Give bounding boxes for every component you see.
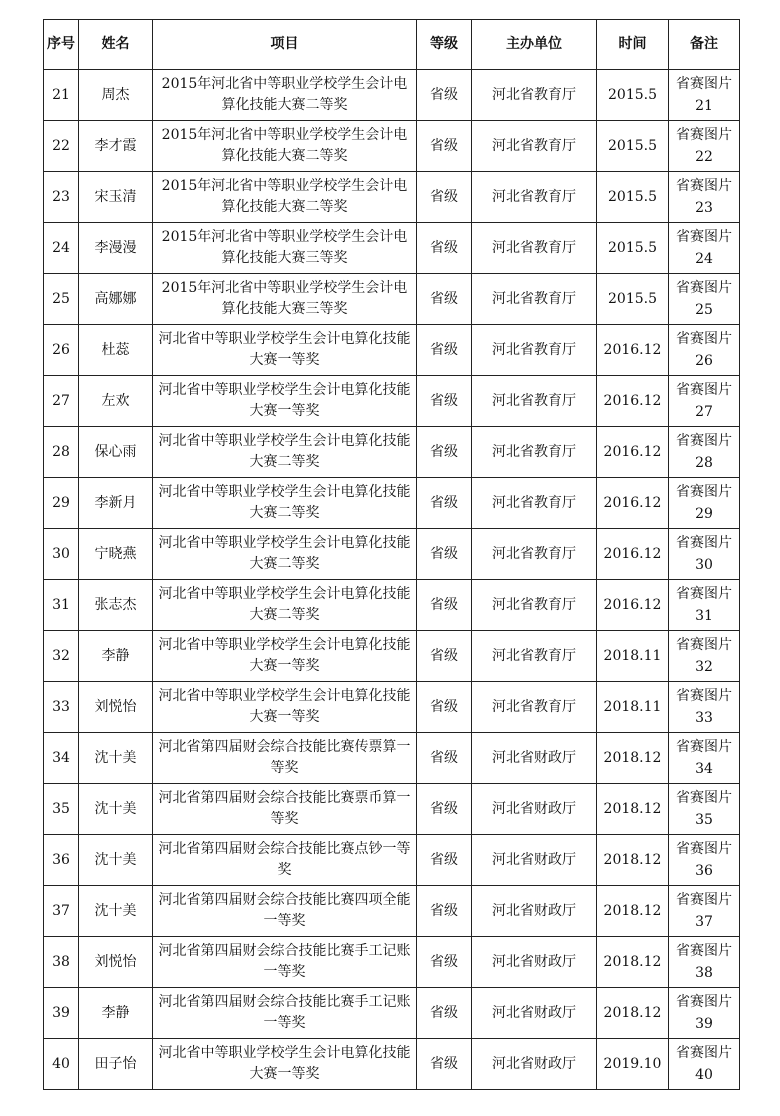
cell-organizer: 河北省财政厅: [472, 1039, 597, 1090]
cell-organizer: 河北省财政厅: [472, 784, 597, 835]
cell-seq: 30: [44, 529, 79, 580]
table-row: [44, 937, 740, 988]
cell-name: 沈十美: [79, 784, 153, 835]
cell-name: 李静: [79, 631, 153, 682]
header-seq: 序号: [44, 20, 79, 70]
cell-project: 2015年河北省中等职业学校学生会计电算化技能大赛二等奖: [153, 121, 417, 172]
table-row: [44, 325, 740, 376]
cell-remark: 省赛图片 38: [669, 937, 740, 988]
cell-seq: 36: [44, 835, 79, 886]
table-row: [44, 172, 740, 223]
cell-remark: 省赛图片 31: [669, 580, 740, 631]
cell-project: 2015年河北省中等职业学校学生会计电算化技能大赛二等奖: [153, 70, 417, 121]
cell-name: 宁晓燕: [79, 529, 153, 580]
header-level: 等级: [417, 20, 472, 70]
cell-seq: 25: [44, 274, 79, 325]
cell-project: 河北省第四届财会综合技能比赛四项全能一等奖: [153, 886, 417, 937]
table-row: [44, 376, 740, 427]
cell-seq: 38: [44, 937, 79, 988]
table-row: [44, 835, 740, 886]
cell-time: 2019.10: [597, 1039, 669, 1090]
cell-seq: 26: [44, 325, 79, 376]
cell-level: 省级: [417, 478, 472, 529]
cell-level: 省级: [417, 835, 472, 886]
table-row: [44, 223, 740, 274]
cell-time: 2015.5: [597, 274, 669, 325]
cell-level: 省级: [417, 580, 472, 631]
cell-remark: 省赛图片 29: [669, 478, 740, 529]
cell-project: 河北省中等职业学校学生会计电算化技能大赛一等奖: [153, 682, 417, 733]
cell-seq: 37: [44, 886, 79, 937]
cell-level: 省级: [417, 1039, 472, 1090]
cell-remark: 省赛图片 22: [669, 121, 740, 172]
cell-name: 李静: [79, 988, 153, 1039]
cell-name: 刘悦怡: [79, 682, 153, 733]
cell-organizer: 河北省教育厅: [472, 529, 597, 580]
cell-remark: 省赛图片 37: [669, 886, 740, 937]
header-project: 项目: [153, 20, 417, 70]
cell-remark: 省赛图片 33: [669, 682, 740, 733]
table-row: [44, 988, 740, 1039]
cell-remark: 省赛图片 30: [669, 529, 740, 580]
cell-remark: 省赛图片 27: [669, 376, 740, 427]
cell-name: 保心雨: [79, 427, 153, 478]
cell-remark: 省赛图片 25: [669, 274, 740, 325]
cell-name: 杜蕊: [79, 325, 153, 376]
cell-organizer: 河北省教育厅: [472, 274, 597, 325]
cell-seq: 27: [44, 376, 79, 427]
cell-project: 河北省中等职业学校学生会计电算化技能大赛二等奖: [153, 580, 417, 631]
cell-seq: 23: [44, 172, 79, 223]
cell-organizer: 河北省教育厅: [472, 376, 597, 427]
cell-project: 河北省第四届财会综合技能比赛点钞一等奖: [153, 835, 417, 886]
cell-time: 2016.12: [597, 376, 669, 427]
table-row: [44, 1039, 740, 1090]
cell-remark: 省赛图片 21: [669, 70, 740, 121]
table-row: [44, 580, 740, 631]
cell-project: 河北省第四届财会综合技能比赛票币算一等奖: [153, 784, 417, 835]
cell-level: 省级: [417, 988, 472, 1039]
cell-organizer: 河北省教育厅: [472, 580, 597, 631]
cell-name: 沈十美: [79, 886, 153, 937]
cell-name: 高娜娜: [79, 274, 153, 325]
table-row: [44, 70, 740, 121]
cell-name: 宋玉清: [79, 172, 153, 223]
cell-project: 2015年河北省中等职业学校学生会计电算化技能大赛二等奖: [153, 172, 417, 223]
cell-remark: 省赛图片 40: [669, 1039, 740, 1090]
cell-name: 周杰: [79, 70, 153, 121]
table-row: [44, 682, 740, 733]
cell-seq: 21: [44, 70, 79, 121]
cell-level: 省级: [417, 223, 472, 274]
header-remark: 备注: [669, 20, 740, 70]
table-row: [44, 631, 740, 682]
cell-time: 2018.12: [597, 886, 669, 937]
cell-name: 沈十美: [79, 733, 153, 784]
cell-level: 省级: [417, 376, 472, 427]
cell-name: 李才霞: [79, 121, 153, 172]
cell-seq: 22: [44, 121, 79, 172]
cell-level: 省级: [417, 172, 472, 223]
cell-level: 省级: [417, 529, 472, 580]
cell-level: 省级: [417, 733, 472, 784]
cell-name: 张志杰: [79, 580, 153, 631]
table-row: [44, 886, 740, 937]
cell-project: 2015年河北省中等职业学校学生会计电算化技能大赛三等奖: [153, 223, 417, 274]
cell-organizer: 河北省教育厅: [472, 682, 597, 733]
cell-name: 田子怡: [79, 1039, 153, 1090]
awards-table: [43, 19, 740, 1090]
cell-project: 2015年河北省中等职业学校学生会计电算化技能大赛三等奖: [153, 274, 417, 325]
cell-project: 河北省中等职业学校学生会计电算化技能大赛一等奖: [153, 1039, 417, 1090]
header-time: 时间: [597, 20, 669, 70]
cell-level: 省级: [417, 631, 472, 682]
cell-name: 李漫漫: [79, 223, 153, 274]
cell-remark: 省赛图片 34: [669, 733, 740, 784]
cell-organizer: 河北省教育厅: [472, 223, 597, 274]
cell-organizer: 河北省财政厅: [472, 937, 597, 988]
cell-time: 2016.12: [597, 529, 669, 580]
cell-remark: 省赛图片 32: [669, 631, 740, 682]
cell-organizer: 河北省教育厅: [472, 121, 597, 172]
cell-level: 省级: [417, 274, 472, 325]
cell-project: 河北省中等职业学校学生会计电算化技能大赛一等奖: [153, 376, 417, 427]
cell-seq: 24: [44, 223, 79, 274]
cell-name: 刘悦怡: [79, 937, 153, 988]
cell-time: 2018.12: [597, 733, 669, 784]
table-row: [44, 121, 740, 172]
cell-time: 2016.12: [597, 580, 669, 631]
cell-project: 河北省第四届财会综合技能比赛传票算一等奖: [153, 733, 417, 784]
cell-time: 2015.5: [597, 121, 669, 172]
cell-time: 2016.12: [597, 427, 669, 478]
header-row: [44, 20, 740, 70]
cell-time: 2018.12: [597, 784, 669, 835]
cell-level: 省级: [417, 937, 472, 988]
cell-time: 2018.12: [597, 988, 669, 1039]
cell-level: 省级: [417, 70, 472, 121]
cell-time: 2015.5: [597, 223, 669, 274]
cell-seq: 34: [44, 733, 79, 784]
cell-organizer: 河北省财政厅: [472, 733, 597, 784]
cell-seq: 39: [44, 988, 79, 1039]
table-row: [44, 427, 740, 478]
cell-organizer: 河北省教育厅: [472, 172, 597, 223]
table-row: [44, 478, 740, 529]
cell-seq: 35: [44, 784, 79, 835]
cell-organizer: 河北省财政厅: [472, 835, 597, 886]
cell-organizer: 河北省教育厅: [472, 427, 597, 478]
cell-project: 河北省中等职业学校学生会计电算化技能大赛二等奖: [153, 529, 417, 580]
header-name: 姓名: [79, 20, 153, 70]
cell-time: 2015.5: [597, 172, 669, 223]
cell-organizer: 河北省教育厅: [472, 70, 597, 121]
cell-level: 省级: [417, 784, 472, 835]
cell-organizer: 河北省教育厅: [472, 478, 597, 529]
cell-name: 李新月: [79, 478, 153, 529]
cell-project: 河北省中等职业学校学生会计电算化技能大赛二等奖: [153, 478, 417, 529]
header-organizer: 主办单位: [472, 20, 597, 70]
cell-organizer: 河北省教育厅: [472, 325, 597, 376]
cell-project: 河北省中等职业学校学生会计电算化技能大赛二等奖: [153, 427, 417, 478]
cell-time: 2015.5: [597, 70, 669, 121]
cell-seq: 33: [44, 682, 79, 733]
cell-remark: 省赛图片 26: [669, 325, 740, 376]
cell-remark: 省赛图片 28: [669, 427, 740, 478]
cell-level: 省级: [417, 121, 472, 172]
cell-seq: 31: [44, 580, 79, 631]
cell-remark: 省赛图片 39: [669, 988, 740, 1039]
cell-organizer: 河北省财政厅: [472, 988, 597, 1039]
cell-time: 2016.12: [597, 325, 669, 376]
table-row: [44, 274, 740, 325]
cell-time: 2018.12: [597, 937, 669, 988]
cell-organizer: 河北省教育厅: [472, 631, 597, 682]
cell-remark: 省赛图片 36: [669, 835, 740, 886]
cell-seq: 28: [44, 427, 79, 478]
table-row: [44, 529, 740, 580]
cell-remark: 省赛图片 23: [669, 172, 740, 223]
cell-name: 沈十美: [79, 835, 153, 886]
table-row: [44, 784, 740, 835]
cell-remark: 省赛图片 35: [669, 784, 740, 835]
cell-organizer: 河北省财政厅: [472, 886, 597, 937]
cell-time: 2018.12: [597, 835, 669, 886]
cell-level: 省级: [417, 886, 472, 937]
cell-project: 河北省第四届财会综合技能比赛手工记账一等奖: [153, 988, 417, 1039]
cell-name: 左欢: [79, 376, 153, 427]
cell-time: 2018.11: [597, 631, 669, 682]
cell-level: 省级: [417, 427, 472, 478]
cell-seq: 32: [44, 631, 79, 682]
cell-level: 省级: [417, 682, 472, 733]
cell-remark: 省赛图片 24: [669, 223, 740, 274]
cell-project: 河北省中等职业学校学生会计电算化技能大赛一等奖: [153, 325, 417, 376]
cell-seq: 29: [44, 478, 79, 529]
cell-time: 2016.12: [597, 478, 669, 529]
cell-project: 河北省中等职业学校学生会计电算化技能大赛一等奖: [153, 631, 417, 682]
cell-time: 2018.11: [597, 682, 669, 733]
table-row: [44, 733, 740, 784]
cell-seq: 40: [44, 1039, 79, 1090]
cell-project: 河北省第四届财会综合技能比赛手工记账一等奖: [153, 937, 417, 988]
cell-level: 省级: [417, 325, 472, 376]
